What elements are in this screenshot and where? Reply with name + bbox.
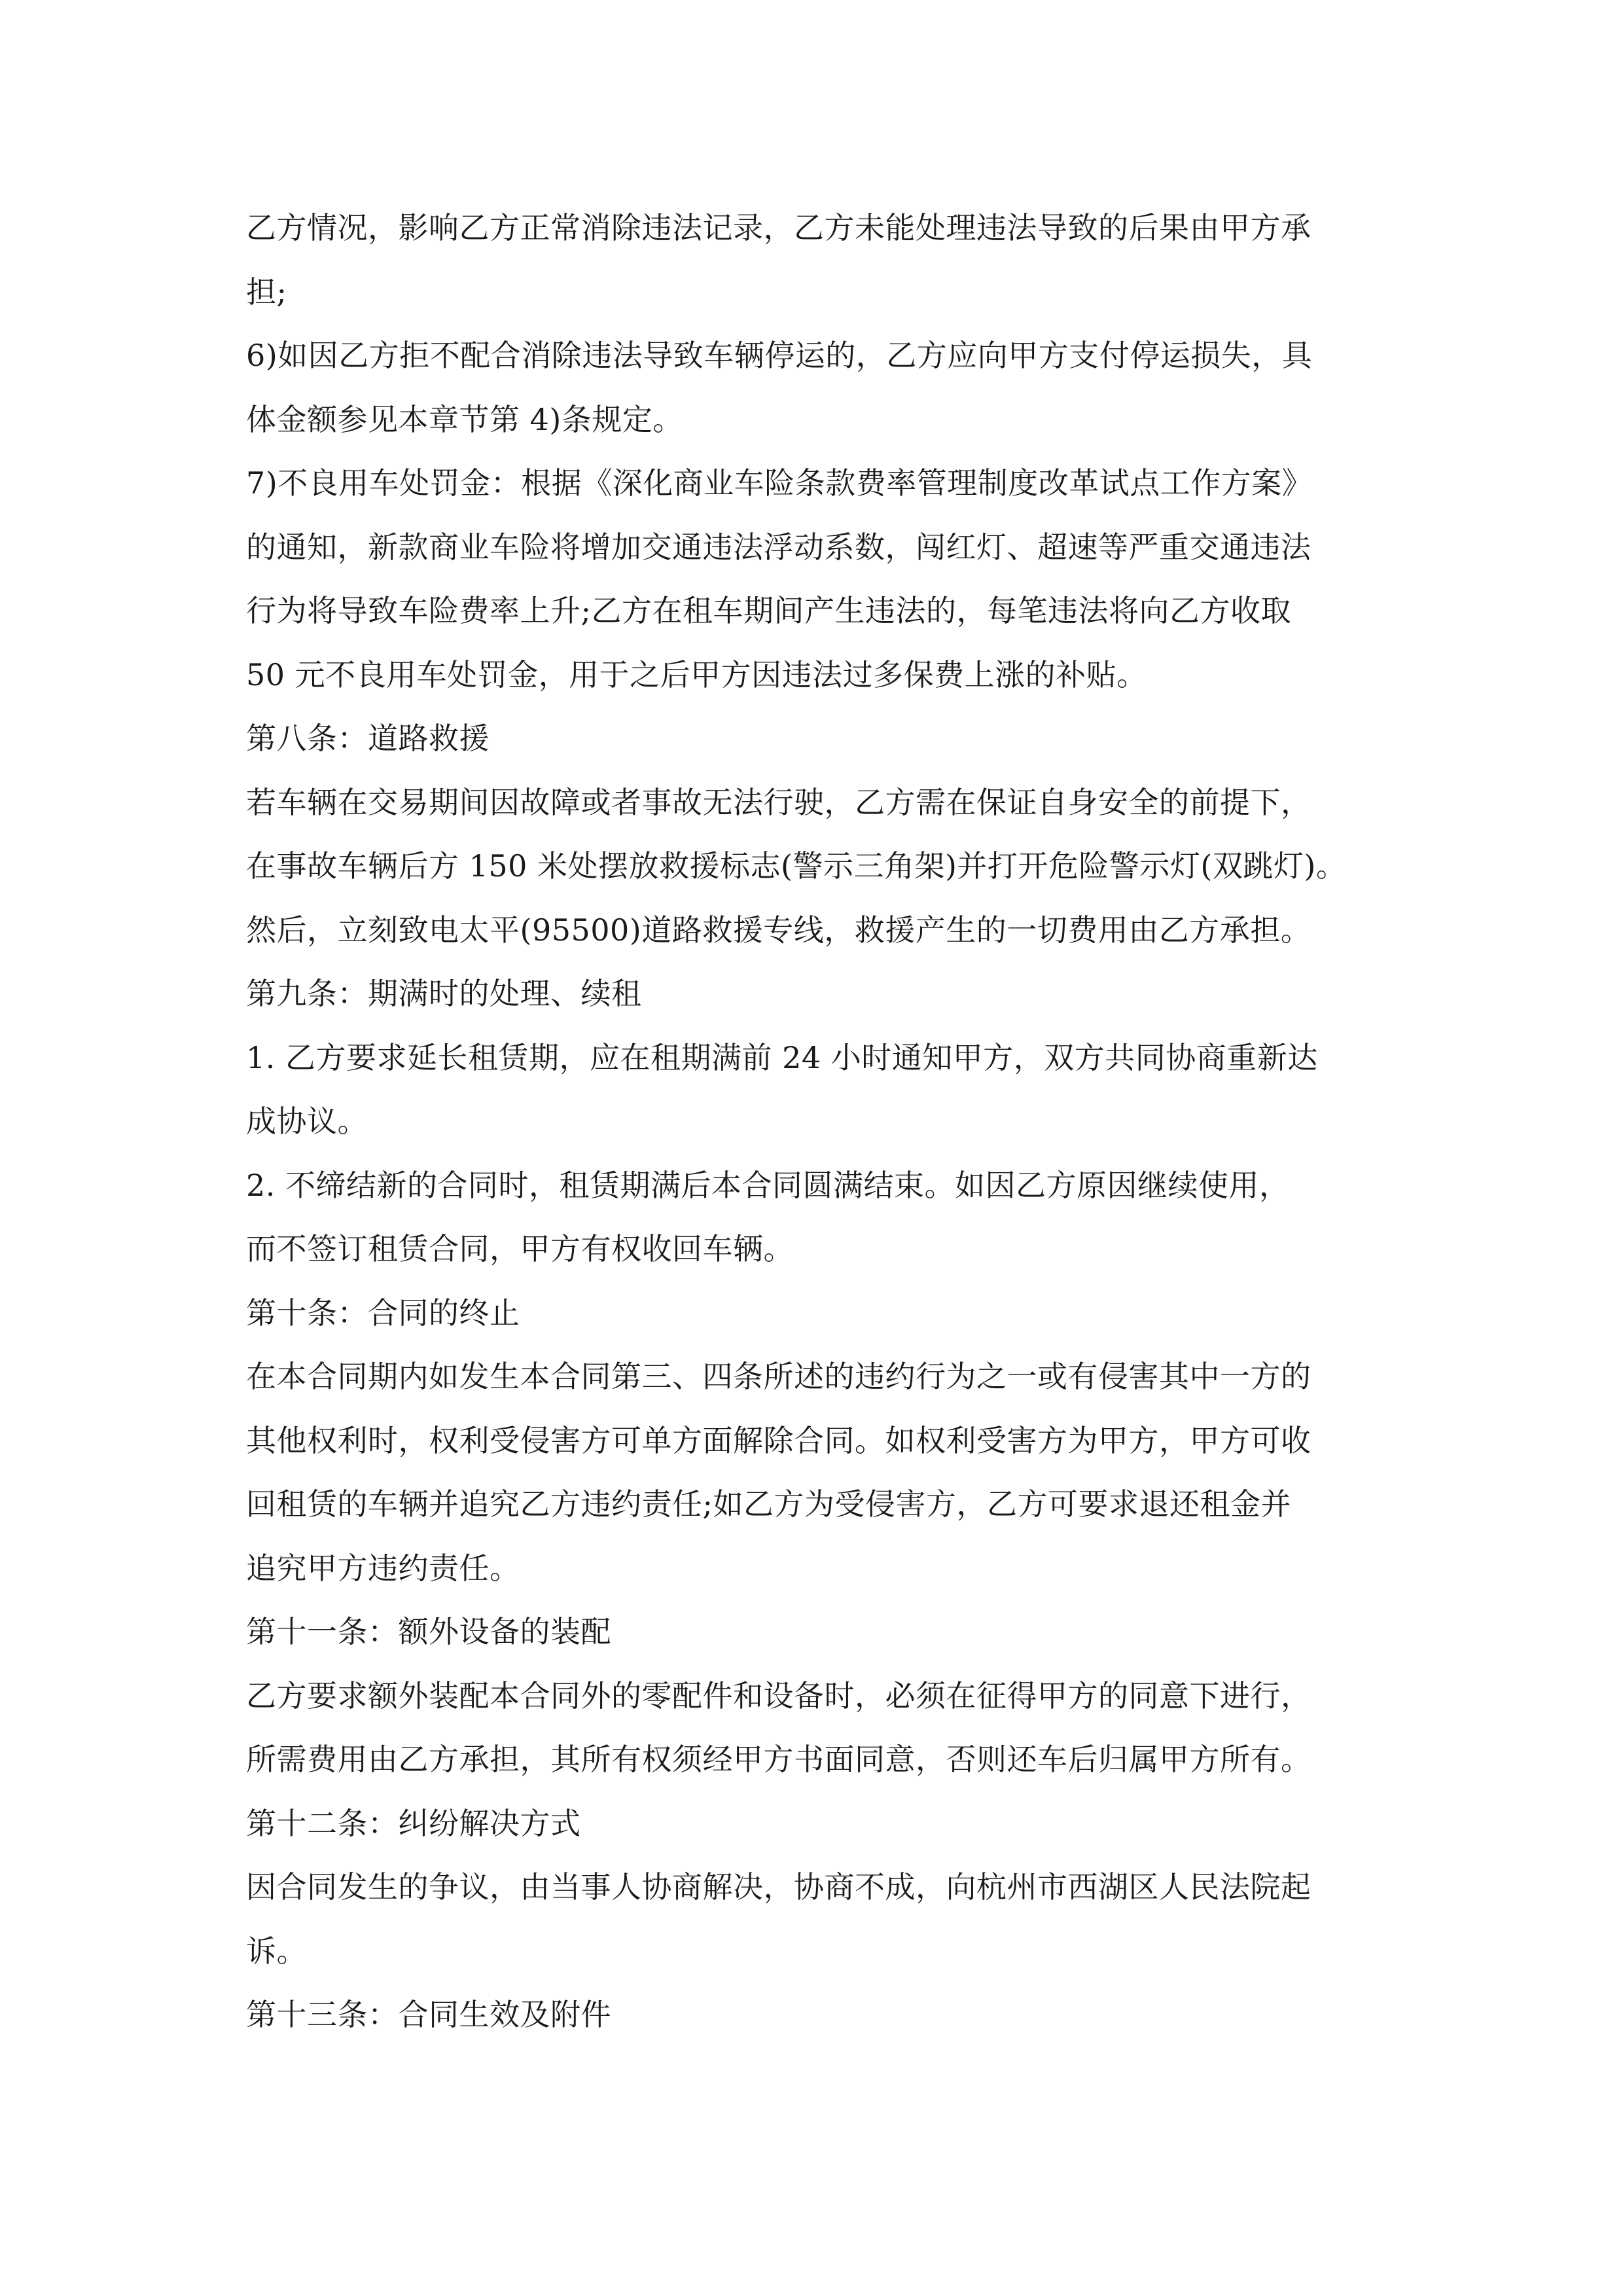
text-line: 行为将导致车险费率上升;乙方在租车期间产生违法的，每笔违法将向乙方收取: [246, 593, 1291, 628]
text-line: 诉。: [246, 1933, 307, 1969]
text-line: 追究甲方违约责任。: [246, 1550, 520, 1586]
text-line: 7)不良用车处罚金：根据《深化商业车险条款费率管理制度改革试点工作方案》: [246, 465, 1313, 501]
text-line: 然后，立刻致电太平(95500)道路救援专线，救援产生的一切费用由乙方承担。: [246, 912, 1311, 948]
text-line: 因合同发生的争议，由当事人协商解决，协商不成，向杭州市西湖区人民法院起: [246, 1869, 1311, 1905]
text-line: 其他权利时，权利受侵害方可单方面解除合同。如权利受害方为甲方，甲方可收: [246, 1422, 1311, 1458]
text-line: 担;: [246, 274, 287, 310]
text-line: 2. 不缔结新的合同时，租赁期满后本合同圆满结束。如因乙方原因继续使用，: [246, 1167, 1290, 1203]
text-line: 而不签订租赁合同，甲方有权收回车辆。: [246, 1231, 794, 1266]
section-heading: 第十一条：额外设备的装配: [246, 1614, 611, 1649]
text-line: 体金额参见本章节第 4)条规定。: [246, 401, 683, 437]
text-line: 所需费用由乙方承担，其所有权须经甲方书面同意，否则还车后归属甲方所有。: [246, 1742, 1311, 1777]
text-line: 在本合同期内如发生本合同第三、四条所述的违约行为之一或有侵害其中一方的: [246, 1359, 1311, 1394]
text-line: 回租赁的车辆并追究乙方违约责任;如乙方为受侵害方，乙方可要求退还租金并: [246, 1486, 1291, 1522]
text-line: 成协议。: [246, 1103, 368, 1139]
text-line: 若车辆在交易期间因故障或者事故无法行驶，乙方需在保证自身安全的前提下，: [246, 784, 1311, 820]
text-line: 6)如因乙方拒不配合消除违法导致车辆停运的，乙方应向甲方支付停运损失，具: [246, 338, 1313, 373]
section-heading: 第十条：合同的终止: [246, 1295, 520, 1331]
section-heading: 第九条：期满时的处理、续租: [246, 976, 642, 1011]
section-heading: 第八条：道路救援: [246, 721, 490, 756]
text-line: 的通知，新款商业车险将增加交通违法浮动系数，闯红灯、超速等严重交通违法: [246, 529, 1311, 565]
text-line: 乙方要求额外装配本合同外的零配件和设备时，必须在征得甲方的同意下进行，: [246, 1677, 1311, 1713]
text-line: 在事故车辆后方 150 米处摆放救援标志(警示三角架)并打开危险警示灯(双跳灯)。: [246, 848, 1347, 884]
section-heading: 第十三条：合同生效及附件: [246, 1997, 611, 2032]
section-heading: 第十二条：纠纷解决方式: [246, 1805, 581, 1841]
text-line: 乙方情况，影响乙方正常消除违法记录，乙方未能处理违法导致的后果由甲方承: [246, 210, 1311, 245]
text-line: 50 元不良用车处罚金，用于之后甲方因违法过多保费上涨的补贴。: [246, 656, 1147, 692]
text-line: 1. 乙方要求延长租赁期，应在租期满前 24 小时通知甲方，双方共同协商重新达: [246, 1039, 1318, 1075]
document-body: [246, 196, 1424, 2047]
